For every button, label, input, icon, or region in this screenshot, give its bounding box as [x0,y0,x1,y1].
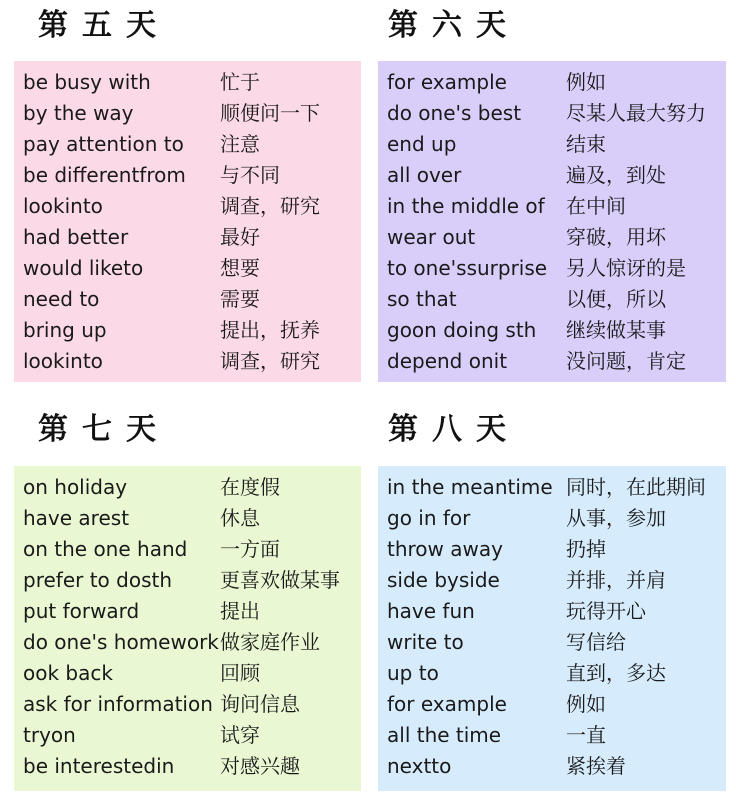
chinese-meaning: 与不同 [220,163,280,187]
vocab-card-day8 [378,466,726,791]
english-phrase: write to [387,630,464,654]
english-phrase: be interestedin [23,754,175,778]
english-phrase: all the time [387,723,502,747]
vocab-row [378,503,726,534]
vocab-row [14,346,361,377]
english-phrase: have fun [387,599,475,623]
chinese-meaning: 提出 [220,599,260,623]
english-phrase: for example [387,70,507,94]
english-phrase: to one'ssurprise [387,256,548,280]
chinese-meaning: 结束 [566,132,606,156]
vocab-row [378,596,726,627]
vocab-row [378,658,726,689]
chinese-meaning: 最好 [220,225,260,249]
chinese-meaning: 回顾 [220,661,260,685]
english-phrase: for example [387,692,507,716]
english-phrase: ask for information [23,692,213,716]
vocab-row [378,472,726,503]
english-phrase: be busy with [23,70,151,94]
chinese-meaning: 遍及，到处 [566,163,666,187]
vocab-row [378,67,726,98]
english-phrase: all over [387,163,462,187]
chinese-meaning: 调查，研究 [220,349,320,373]
vocab-row [14,472,361,503]
chinese-meaning: 例如 [566,692,606,716]
chinese-meaning: 从事，参加 [566,506,666,530]
english-phrase: had better [23,225,129,249]
vocab-row [14,720,361,751]
chinese-meaning: 提出，抚养 [220,318,320,342]
chinese-meaning: 直到，多达 [566,661,666,685]
english-phrase: do one's homework [23,630,219,654]
vocab-row [14,129,361,160]
chinese-meaning: 继续做某事 [566,318,666,342]
vocab-row [378,565,726,596]
vocab-row [378,751,726,782]
vocab-row [378,720,726,751]
day-title-6: 第六天 [388,8,520,43]
vocab-row [14,98,361,129]
chinese-meaning: 紧挨着 [566,754,626,778]
vocab-row [378,534,726,565]
vocab-row [14,751,361,782]
english-phrase: depend onit [387,349,508,373]
vocab-row [378,98,726,129]
chinese-meaning: 没问题，肯定 [566,349,686,373]
chinese-meaning: 更喜欢做某事 [220,568,340,592]
vocab-row [378,191,726,222]
vocab-row [14,658,361,689]
english-phrase: on holiday [23,475,128,499]
vocab-card-day5 [14,61,361,382]
vocab-row [378,627,726,658]
english-phrase: throw away [387,537,503,561]
chinese-meaning: 玩得开心 [566,599,646,623]
english-phrase: up to [387,661,439,685]
vocab-card-day7 [14,466,361,791]
vocab-row [14,284,361,315]
vocab-row [378,346,726,377]
vocab-row [14,689,361,720]
english-phrase: would liketo [23,256,144,280]
english-phrase: in the middle of [387,194,545,218]
english-phrase: pay attention to [23,132,184,156]
vocab-row [378,222,726,253]
english-phrase: be differentfrom [23,163,186,187]
chinese-meaning: 顺便问一下 [220,101,320,125]
vocab-row [14,160,361,191]
chinese-meaning: 同时，在此期间 [566,475,706,499]
english-phrase: ook back [23,661,113,685]
english-phrase: in the meantime [387,475,553,499]
english-phrase: wear out [387,225,476,249]
chinese-meaning: 忙于 [220,70,260,94]
chinese-meaning: 做家庭作业 [220,630,320,654]
vocab-row [14,503,361,534]
chinese-meaning: 一直 [566,723,606,747]
chinese-meaning: 并排，并肩 [566,568,666,592]
english-phrase: prefer to dosth [23,568,173,592]
chinese-meaning: 对感兴趣 [220,754,300,778]
chinese-meaning: 另人惊讶的是 [566,256,686,280]
english-phrase: goon doing sth [387,318,537,342]
chinese-meaning: 需要 [220,287,260,311]
day-title-7: 第七天 [38,412,170,447]
day-title-5: 第五天 [38,8,170,43]
vocab-row [14,253,361,284]
chinese-meaning: 休息 [220,506,260,530]
chinese-meaning: 在度假 [220,475,280,499]
chinese-meaning: 扔掉 [566,537,606,561]
english-phrase: bring up [23,318,107,342]
chinese-meaning: 试穿 [220,723,260,747]
vocab-row [14,565,361,596]
vocab-row [14,534,361,565]
english-phrase: side byside [387,568,500,592]
chinese-meaning: 在中间 [566,194,626,218]
chinese-meaning: 穿破，用坏 [566,225,666,249]
english-phrase: tryon [23,723,76,747]
english-phrase: put forward [23,599,140,623]
vocab-row [14,191,361,222]
english-phrase: go in for [387,506,471,530]
english-phrase: end up [387,132,457,156]
day-title-8: 第八天 [388,412,520,447]
vocab-row [378,284,726,315]
chinese-meaning: 一方面 [220,537,280,561]
english-phrase: have arest [23,506,130,530]
english-phrase: by the way [23,101,134,125]
chinese-meaning: 想要 [220,256,260,280]
chinese-meaning: 注意 [220,132,260,156]
vocab-row [378,160,726,191]
vocab-row [378,129,726,160]
english-phrase: need to [23,287,100,311]
chinese-meaning: 例如 [566,70,606,94]
chinese-meaning: 调查，研究 [220,194,320,218]
english-phrase: so that [387,287,457,311]
vocab-row [378,253,726,284]
chinese-meaning: 写信给 [566,630,626,654]
english-phrase: on the one hand [23,537,188,561]
english-phrase: nextto [387,754,452,778]
english-phrase: do one's best [387,101,522,125]
vocab-row [14,67,361,98]
chinese-meaning: 尽某人最大努力 [566,101,706,125]
chinese-meaning: 询问信息 [220,692,300,716]
vocab-row [14,596,361,627]
vocab-row [378,315,726,346]
chinese-meaning: 以便，所以 [566,287,666,311]
vocab-row [14,315,361,346]
vocab-row [14,222,361,253]
vocab-card-day6 [378,61,726,382]
vocab-row [14,627,361,658]
vocab-row [378,689,726,720]
english-phrase: lookinto [23,349,103,373]
english-phrase: lookinto [23,194,103,218]
